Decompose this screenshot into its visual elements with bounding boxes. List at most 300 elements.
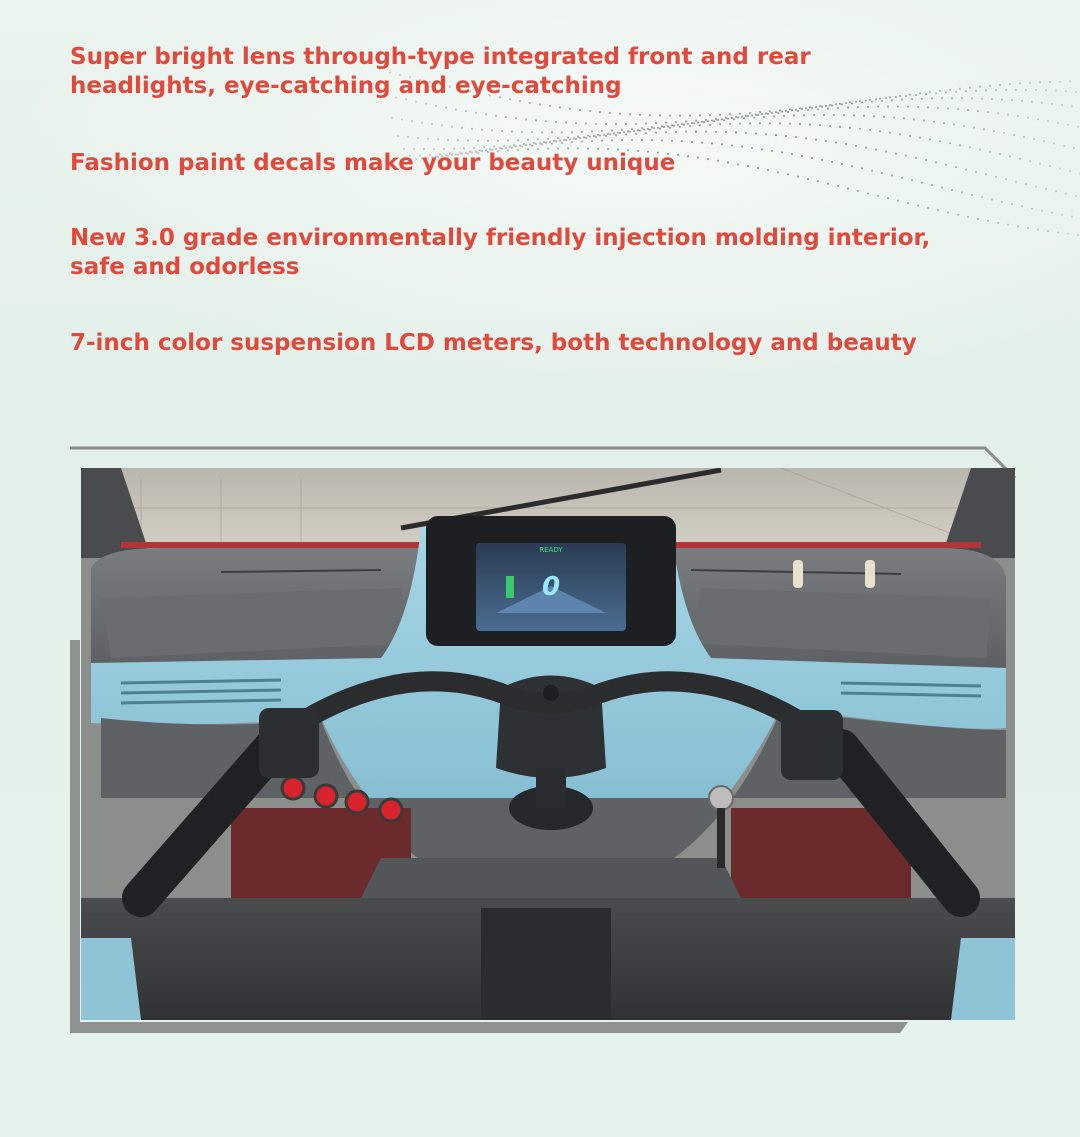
particle-dot — [893, 116, 895, 118]
particle-dot — [955, 91, 957, 93]
particle-dot — [739, 122, 741, 124]
particle-dot — [807, 178, 809, 180]
particle-dot — [647, 128, 649, 130]
particle-dot — [1035, 185, 1037, 187]
particle-dot — [563, 139, 565, 141]
particle-dot — [937, 107, 939, 109]
particle-dot — [701, 141, 703, 143]
particle-dot — [581, 140, 583, 142]
particle-dot — [645, 122, 647, 124]
particle-dot — [999, 153, 1001, 155]
particle-dot — [797, 110, 799, 112]
particle-dot — [789, 108, 791, 110]
particle-dot — [1017, 115, 1019, 117]
particle-dot — [521, 131, 523, 133]
particle-dot — [611, 139, 613, 141]
particle-dot — [633, 130, 635, 132]
particle-dot — [989, 85, 991, 87]
particle-dot — [579, 109, 581, 111]
particle-dot — [651, 139, 653, 141]
particle-dot — [627, 130, 629, 132]
particle-dot — [763, 116, 765, 118]
particle-dot — [953, 123, 955, 125]
particle-dot — [669, 115, 671, 117]
particle-dot — [697, 121, 699, 123]
particle-dot — [989, 151, 991, 153]
particle-dot — [743, 117, 745, 119]
particle-dot — [749, 112, 751, 114]
particle-dot — [625, 133, 627, 135]
particle-dot — [589, 110, 591, 112]
particle-dot — [777, 112, 779, 114]
particle-dot — [957, 108, 959, 110]
particle-dot — [791, 109, 793, 111]
particle-dot — [815, 106, 817, 108]
particle-dot — [717, 119, 719, 121]
particle-dot — [643, 128, 645, 130]
particle-dot — [861, 101, 863, 103]
particle-dot — [483, 146, 485, 148]
particle-dot — [873, 115, 875, 117]
particle-dot — [775, 134, 777, 136]
particle-dot — [783, 115, 785, 117]
particle-dot — [671, 124, 673, 126]
particle-dot — [1029, 82, 1031, 84]
particle-dot — [845, 102, 847, 104]
particle-dot — [1027, 116, 1029, 118]
particle-dot — [593, 135, 595, 137]
particle-dot — [813, 114, 815, 116]
particle-dot — [519, 145, 521, 147]
particle-dot — [615, 134, 617, 136]
particle-dot — [855, 145, 857, 147]
particle-dot — [549, 141, 551, 143]
particle-dot — [843, 114, 845, 116]
particle-dot — [951, 97, 953, 99]
particle-dot — [553, 140, 555, 142]
particle-dot — [585, 137, 587, 139]
particle-dot — [869, 129, 871, 131]
particle-dot — [425, 103, 427, 105]
particle-dot — [677, 124, 679, 126]
particle-dot — [679, 126, 681, 128]
particle-dot — [977, 110, 979, 112]
particle-dot — [657, 127, 659, 129]
particle-dot — [793, 114, 795, 116]
particle-dot — [939, 140, 941, 142]
particle-dot — [635, 123, 637, 125]
particle-dot — [547, 138, 549, 140]
particle-dot — [913, 118, 915, 120]
particle-dot — [959, 144, 961, 146]
particle-dot — [839, 126, 841, 128]
particle-dot — [719, 123, 721, 125]
particle-dot — [897, 200, 899, 202]
particle-dot — [407, 136, 409, 138]
particle-dot — [1059, 167, 1061, 169]
particle-dot — [471, 128, 473, 130]
particle-dot — [903, 117, 905, 119]
particle-dot — [645, 132, 647, 134]
particle-dot — [529, 102, 531, 104]
particle-dot — [995, 89, 997, 91]
particle-dot — [669, 127, 671, 129]
particle-dot — [1057, 122, 1059, 124]
particle-dot — [959, 88, 961, 90]
particle-dot — [755, 132, 757, 134]
particle-dot — [635, 133, 637, 135]
particle-dot — [467, 139, 469, 141]
particle-dot — [417, 137, 419, 139]
particle-dot — [435, 105, 437, 107]
particle-dot — [625, 123, 627, 125]
particle-dot — [795, 108, 797, 110]
particle-dot — [571, 141, 573, 143]
particle-dot — [1013, 134, 1015, 136]
particle-dot — [1057, 231, 1059, 233]
feature-paint-decals: Fashion paint decals make your beauty unique — [70, 150, 676, 176]
lcd-speed: 0 — [541, 572, 561, 602]
particle-dot — [711, 119, 713, 121]
feature-interior: New 3.0 grade environmentally friendly injection molding interior, safe and odorless — [70, 225, 931, 280]
particle-dot — [767, 113, 769, 115]
particle-dot — [605, 123, 607, 125]
particle-dot — [659, 114, 661, 116]
particle-dot — [847, 106, 849, 108]
particle-dot — [551, 143, 553, 145]
particle-dot — [765, 112, 767, 114]
particle-dot — [731, 117, 733, 119]
particle-dot — [681, 140, 683, 142]
particle-dot — [1051, 103, 1053, 105]
particle-dot — [1001, 201, 1003, 203]
particle-dot — [619, 132, 621, 134]
particle-dot — [927, 207, 929, 209]
particle-dot — [551, 131, 553, 133]
particle-dot — [1065, 193, 1067, 195]
particle-dot — [721, 118, 723, 120]
particle-dot — [561, 131, 563, 133]
particle-dot — [957, 214, 959, 216]
particle-dot — [829, 104, 831, 106]
particle-dot — [659, 128, 661, 130]
particle-dot — [917, 204, 919, 206]
particle-dot — [923, 119, 925, 121]
particle-dot — [951, 189, 953, 191]
particle-dot — [1007, 224, 1009, 226]
particle-dot — [961, 97, 963, 99]
particle-dot — [1061, 104, 1063, 106]
particle-dot — [665, 131, 667, 133]
particle-dot — [785, 110, 787, 112]
particle-dot — [487, 140, 489, 142]
particle-dot — [583, 136, 585, 138]
particle-dot — [665, 122, 667, 124]
particle-dot — [975, 90, 977, 92]
particle-dot — [655, 132, 657, 134]
particle-dot — [619, 113, 621, 115]
particle-dot — [965, 90, 967, 92]
particle-dot — [1033, 138, 1035, 140]
particle-dot — [815, 139, 817, 141]
particle-dot — [1019, 82, 1021, 84]
particle-dot — [931, 184, 933, 186]
particle-dot — [539, 142, 541, 144]
particle-dot — [857, 190, 859, 192]
particle-dot — [819, 124, 821, 126]
particle-dot — [987, 220, 989, 222]
particle-dot — [899, 133, 901, 135]
particle-dot — [729, 123, 731, 125]
particle-dot — [639, 130, 641, 132]
particle-dot — [1071, 105, 1073, 107]
particle-dot — [545, 141, 547, 143]
particle-dot — [909, 135, 911, 137]
particle-dot — [993, 130, 995, 132]
particle-dot — [725, 117, 727, 119]
particle-dot — [521, 145, 523, 147]
particle-dot — [493, 145, 495, 147]
particle-dot — [979, 148, 981, 150]
particle-dot — [565, 139, 567, 141]
particle-dot — [517, 139, 519, 141]
particle-dot — [837, 185, 839, 187]
particle-dot — [1005, 89, 1007, 91]
particle-dot — [549, 105, 551, 107]
particle-dot — [451, 126, 453, 128]
particle-dot — [457, 139, 459, 141]
particle-dot — [649, 129, 651, 131]
particle-dot — [839, 103, 841, 105]
particle-dot — [673, 125, 675, 127]
particle-dot — [943, 122, 945, 124]
particle-dot — [995, 176, 997, 178]
particle-dot — [1031, 101, 1033, 103]
particle-dot — [611, 129, 613, 131]
particle-dot — [501, 130, 503, 132]
particle-dot — [675, 131, 677, 133]
particle-dot — [513, 144, 515, 146]
particle-dot — [1015, 89, 1017, 91]
particle-dot — [649, 114, 651, 116]
particle-dot — [609, 133, 611, 135]
particle-dot — [725, 131, 727, 133]
particle-dot — [1009, 83, 1011, 85]
particle-dot — [695, 120, 697, 122]
particle-dot — [391, 117, 393, 119]
particle-dot — [963, 125, 965, 127]
particle-dot — [1059, 81, 1061, 83]
particle-dot — [817, 180, 819, 182]
lcd-status: READY — [539, 546, 563, 554]
particle-dot — [747, 115, 749, 117]
particle-dot — [497, 140, 499, 142]
particle-dot — [851, 102, 853, 104]
particle-dot — [805, 137, 807, 139]
particle-dot — [1077, 126, 1079, 128]
feature-lcd-meter: 7-inch color suspension LCD meters, both technology and beauty — [70, 330, 917, 356]
particle-dot — [525, 118, 527, 120]
particle-dot — [447, 139, 449, 141]
particle-dot — [559, 140, 561, 142]
particle-dot — [579, 137, 581, 139]
particle-dot — [997, 222, 999, 224]
particle-dot — [571, 131, 573, 133]
particle-dot — [507, 139, 509, 141]
particle-dot — [1037, 118, 1039, 120]
particle-dot — [1029, 160, 1031, 162]
particle-dot — [495, 115, 497, 117]
particle-dot — [801, 108, 803, 110]
particle-dot — [967, 216, 969, 218]
particle-dot — [1061, 213, 1063, 215]
particle-dot — [569, 138, 571, 140]
particle-dot — [789, 123, 791, 125]
particle-dot — [555, 121, 557, 123]
particle-dot — [1055, 90, 1057, 92]
particle-dot — [727, 118, 729, 120]
particle-dot — [997, 112, 999, 114]
particle-dot — [985, 89, 987, 91]
particle-dot — [757, 114, 759, 116]
particle-dot — [735, 131, 737, 133]
particle-dot — [1011, 99, 1013, 101]
particle-dot — [557, 137, 559, 139]
particle-dot — [1007, 114, 1009, 116]
particle-dot — [809, 106, 811, 108]
particle-dot — [1069, 170, 1071, 172]
particle-dot — [947, 107, 949, 109]
particle-dot — [629, 131, 631, 133]
particle-dot — [1011, 203, 1013, 205]
dashboard-illustration — [81, 468, 1015, 1020]
particle-dot — [511, 130, 513, 132]
particle-dot — [765, 133, 767, 135]
particle-dot — [847, 187, 849, 189]
particle-dot — [1045, 188, 1047, 190]
particle-dot — [613, 132, 615, 134]
particle-dot — [545, 120, 547, 122]
particle-dot — [1041, 210, 1043, 212]
particle-dot — [491, 129, 493, 131]
particle-dot — [941, 186, 943, 188]
particle-dot — [859, 128, 861, 130]
particle-dot — [979, 86, 981, 88]
particle-dot — [907, 106, 909, 108]
particle-dot — [1015, 181, 1017, 183]
particle-dot — [685, 131, 687, 133]
particle-dot — [835, 141, 837, 143]
particle-dot — [637, 129, 639, 131]
particle-dot — [465, 110, 467, 112]
particle-dot — [889, 132, 891, 134]
particle-dot — [575, 122, 577, 124]
particle-dot — [567, 136, 569, 138]
particle-dot — [907, 202, 909, 204]
particle-dot — [535, 119, 537, 121]
particle-dot — [721, 143, 723, 145]
particle-dot — [687, 123, 689, 125]
particle-dot — [795, 136, 797, 138]
particle-dot — [699, 124, 701, 126]
particle-dot — [1005, 178, 1007, 180]
particle-dot — [837, 107, 839, 109]
particle-dot — [573, 137, 575, 139]
particle-dot — [503, 145, 505, 147]
particle-dot — [849, 101, 851, 103]
particle-dot — [969, 146, 971, 148]
particle-dot — [1035, 89, 1037, 91]
particle-dot — [857, 106, 859, 108]
particle-dot — [823, 114, 825, 116]
particle-dot — [729, 113, 731, 115]
particle-dot — [1025, 183, 1027, 185]
particle-dot — [1037, 229, 1039, 231]
particle-dot — [999, 84, 1001, 86]
particle-dot — [723, 119, 725, 121]
particle-dot — [759, 122, 761, 124]
particle-dot — [601, 130, 603, 132]
particle-dot — [969, 87, 971, 89]
particle-dot — [587, 135, 589, 137]
particle-dot — [589, 136, 591, 138]
particle-dot — [661, 139, 663, 141]
particle-dot — [527, 139, 529, 141]
particle-dot — [525, 144, 527, 146]
particle-dot — [615, 123, 617, 125]
particle-dot — [981, 196, 983, 198]
particle-dot — [455, 108, 457, 110]
particle-dot — [1055, 190, 1057, 192]
particle-dot — [741, 116, 743, 118]
particle-dot — [641, 139, 643, 141]
particle-dot — [867, 106, 869, 108]
particle-dot — [539, 103, 541, 105]
particle-dot — [595, 123, 597, 125]
particle-dot — [1009, 155, 1011, 157]
particle-dot — [565, 122, 567, 124]
particle-dot — [653, 127, 655, 129]
particle-dot — [699, 114, 701, 116]
particle-dot — [917, 106, 919, 108]
particle-dot — [751, 114, 753, 116]
particle-dot — [779, 122, 781, 124]
particle-dot — [877, 195, 879, 197]
particle-dot — [577, 135, 579, 137]
particle-dot — [1021, 205, 1023, 207]
particle-dot — [855, 101, 857, 103]
particle-dot — [599, 111, 601, 113]
particle-dot — [1001, 98, 1003, 100]
particle-dot — [541, 143, 543, 145]
particle-dot — [703, 121, 705, 123]
particle-dot — [921, 182, 923, 184]
particle-dot — [741, 146, 743, 148]
particle-dot — [971, 97, 973, 99]
particle-dot — [599, 134, 601, 136]
particle-dot — [401, 118, 403, 120]
particle-dot — [691, 141, 693, 143]
particle-dot — [785, 135, 787, 137]
particle-dot — [749, 122, 751, 124]
particle-dot — [985, 173, 987, 175]
particle-dot — [981, 98, 983, 100]
particle-dot — [971, 194, 973, 196]
particle-dot — [477, 140, 479, 142]
particle-dot — [1075, 195, 1077, 197]
particle-dot — [629, 113, 631, 115]
particle-dot — [927, 106, 929, 108]
